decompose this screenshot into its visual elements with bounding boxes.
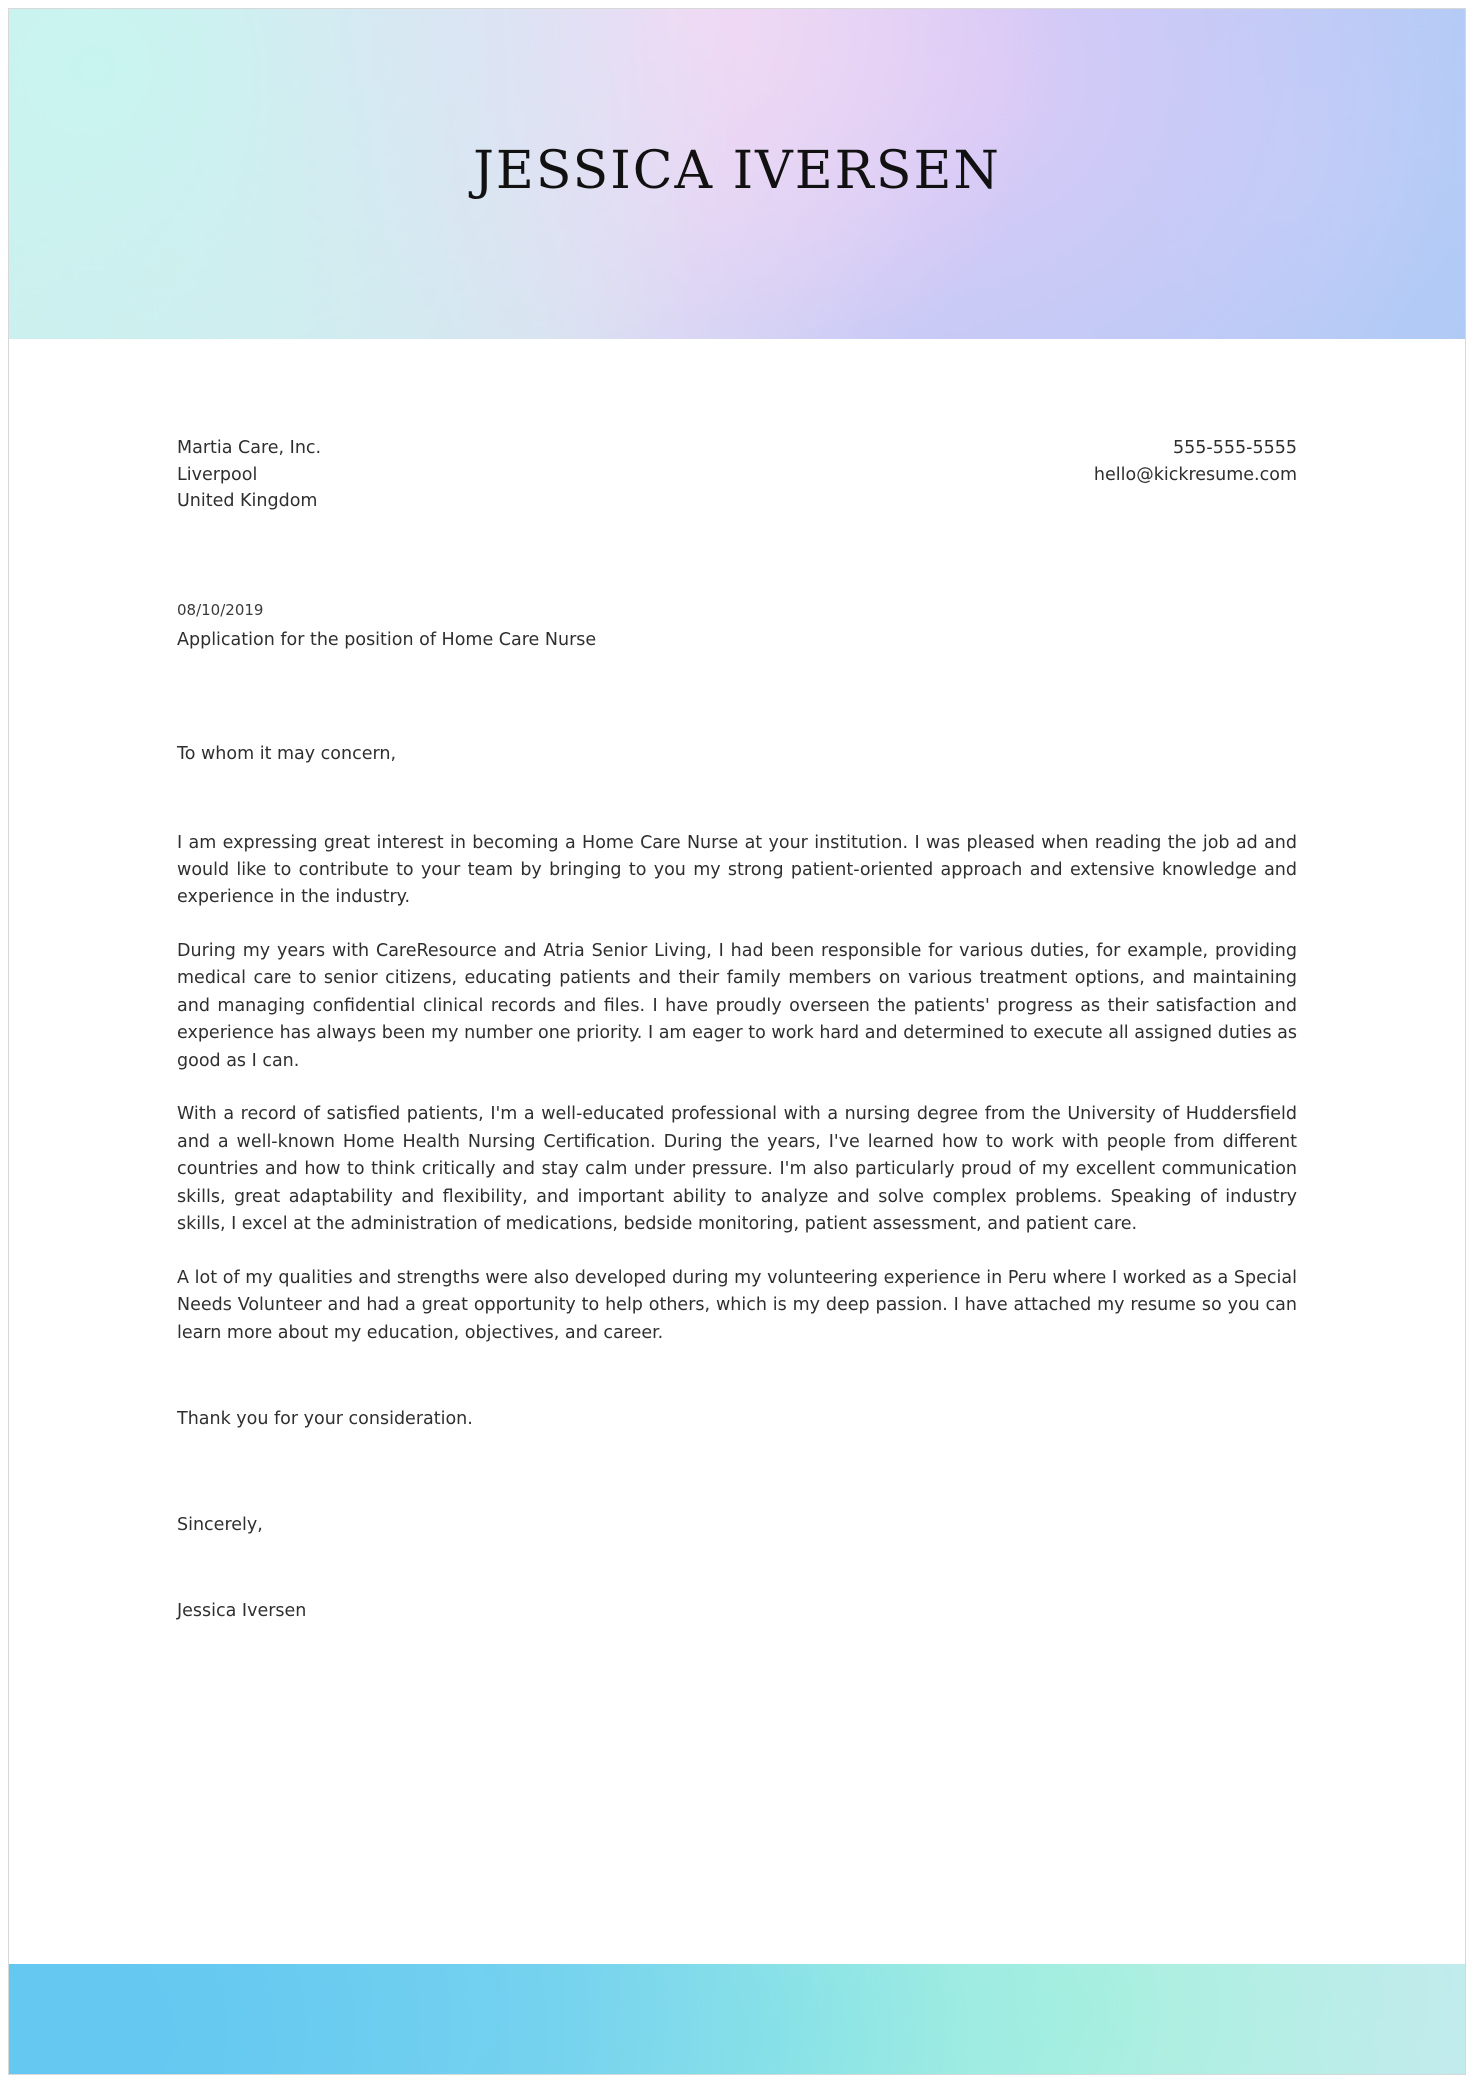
closing-signoff: Sincerely, [177,1515,263,1536]
letter-body-area [9,339,1465,1939]
letter-sheet [8,8,1466,2075]
contact-phone: 555-555-5555 [1173,438,1297,458]
salutation: To whom it may concern, [177,743,397,764]
paragraph-4: A lot of my qualities and strengths were also developed during my volunteering experience in Peru where I worked as a Special Needs Volunteer and had a great opportunity to help others, which is my deep passion. I have attached my resume so you can learn more about my education, objectives, and career. [177,1267,1297,1343]
paragraph-1: I am expressing great interest in becoming a Home Care Nurse at your institution. I was pleased when reading the job ad and would like to contribute to your team by bringing to you my strong patient-oriented approach and extensive knowledge and experience in the industry. [177,832,1297,908]
paragraph-2: During my years with CareResource and Atria Senior Living, I had been responsible for various duties, for example, providing medical care to senior citizens, educating patients and their family members on various treatment options, and maintaining and managing confidential clinical records and files. I have proudly overseen the patients' progress as their satisfaction and experience has always been my number one priority. I am eager to work hard and determined to execute all assigned duties as good as I can. [177,940,1297,1071]
contact-email[interactable]: hello@kickresume.com [1093,464,1297,485]
header-gradient-band [9,9,1465,339]
recipient-company: Martia Care, Inc. [177,438,322,458]
recipient-country: United Kingdom [177,491,318,512]
letter-date: 08/10/2019 [177,600,264,619]
paragraph-3: With a record of satisfied patients, I'm a well-educated professional with a nursing degree from the University of Huddersfield and a well-known Home Health Nursing Certification. During the years, I've learned how to work with people from different countries and how to think critically and stay calm under pressure. I'm also particularly proud of my excellent communication skills, great adaptability and flexibility, and important ability to analyze and solve complex problems. Speaking of industry skills, I excel at the administration of medications, bedside monitoring, patient assessment, and patient care. [177,1104,1297,1235]
sender-contact [1094,435,1297,515]
letter-paragraphs [177,830,1297,1348]
letter-subject: Application for the position of Home Care Nurse [177,630,597,651]
footer-gradient-band [9,1964,1465,2074]
page-title: JESSICA IVERSEN [473,141,1001,201]
closing-thanks: Thank you for your consideration. [177,1409,473,1430]
recipient-address [177,435,321,515]
signature-name: Jessica Iversen [177,1601,307,1622]
letter-meta [177,599,1297,654]
address-contact-row [177,339,1297,515]
recipient-city: Liverpool [177,464,258,485]
